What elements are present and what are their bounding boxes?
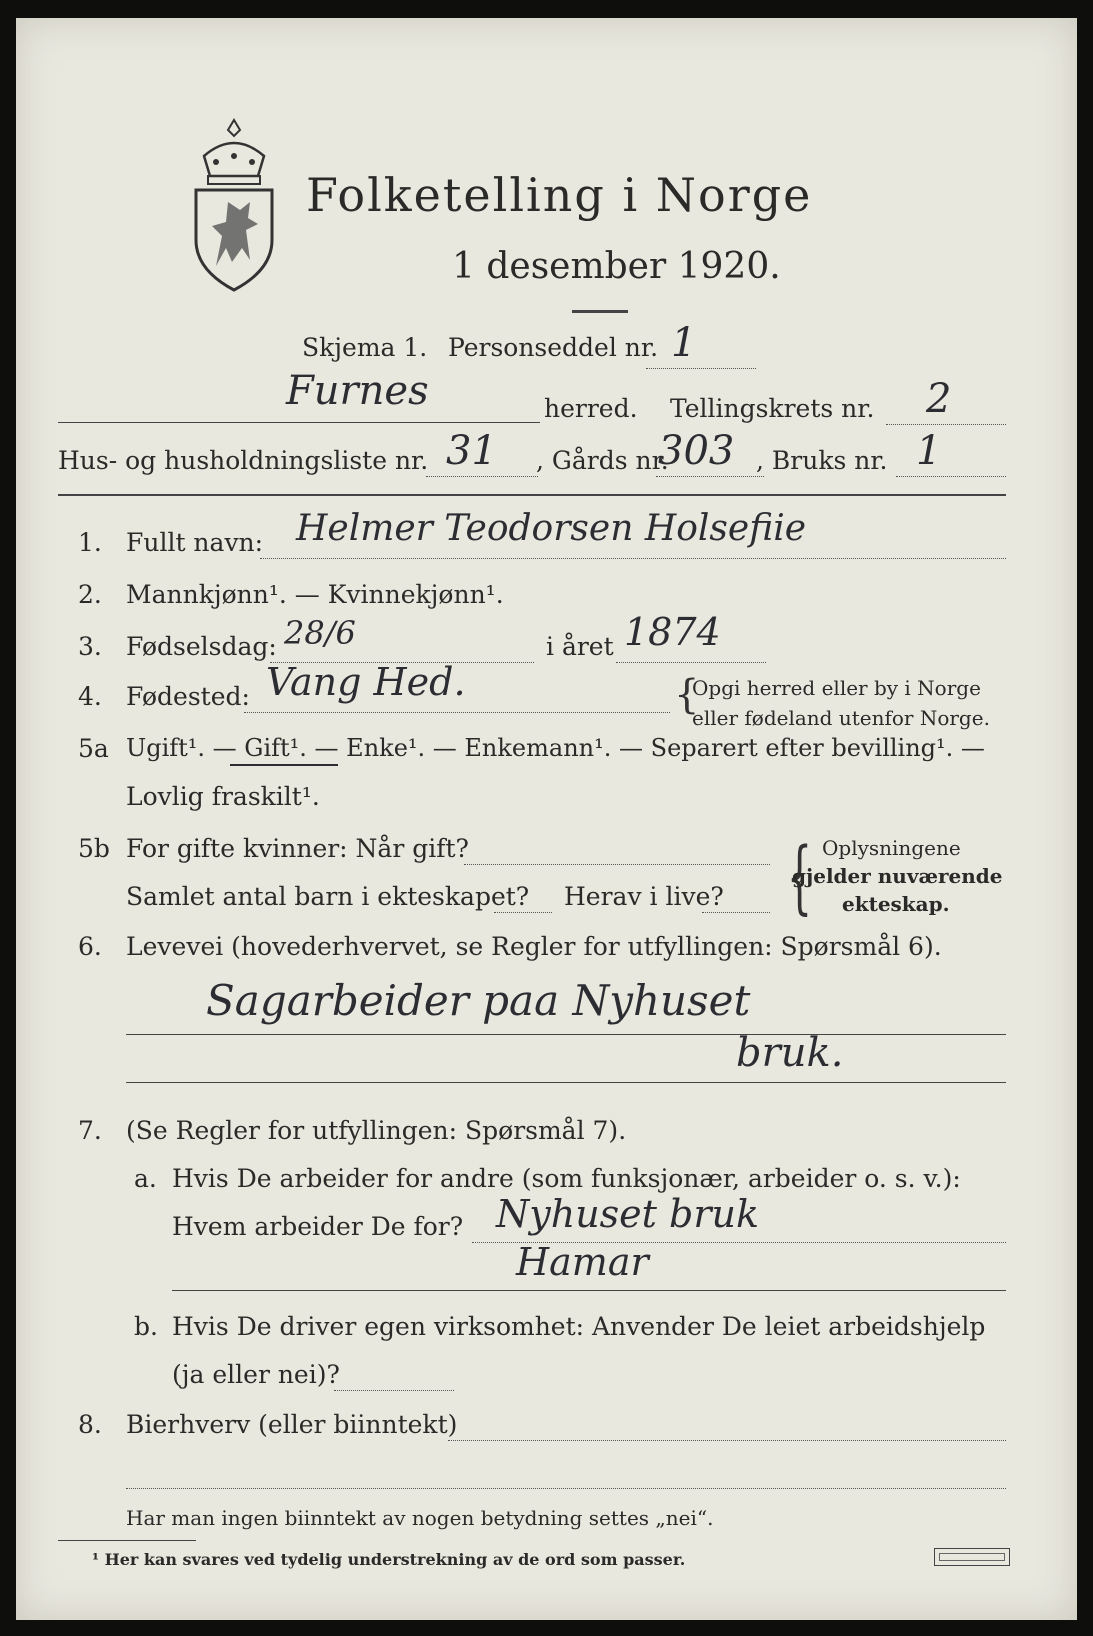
q6-number: 6. <box>78 932 102 961</box>
tellingskrets-value: 2 <box>926 376 952 422</box>
hus-label: Hus- og husholdningsliste nr. <box>58 446 429 475</box>
occupation-value-2: bruk. <box>736 1030 844 1076</box>
birthplace-note-1: Opgi herred eller by i Norge <box>692 676 981 700</box>
title-divider <box>572 310 628 313</box>
q2-number: 2. <box>78 580 102 609</box>
full-name-value: Helmer Teodorsen Holsefiie <box>296 508 807 549</box>
birth-year-value: 1874 <box>624 610 721 654</box>
employer-value-1: Nyhuset bruk <box>496 1192 759 1236</box>
q5b-number: 5b <box>78 834 110 863</box>
q8-number: 8. <box>78 1410 102 1439</box>
q7-number: 7. <box>78 1116 102 1145</box>
schema-label: Skjema 1. <box>302 333 428 362</box>
occupation-label: Levevei (hovederhvervet, se Regler for utfyllingen: Spørsmål 6). <box>126 932 942 961</box>
side-income-note: Har man ingen biinntekt av nogen betydning settes „nei“. <box>126 1506 714 1530</box>
bruks-value: 1 <box>916 428 942 474</box>
birthday-label: Fødselsdag: <box>126 632 277 661</box>
marriage-note-2: gjelder nuværende <box>792 864 1003 888</box>
footnote: ¹ Her kan svares ved tydelig understrekning av de ord som passer. <box>92 1550 686 1569</box>
birthplace-note-2: eller fødeland utenfor Norge. <box>692 706 990 730</box>
norwegian-coat-of-arms-icon <box>186 116 282 292</box>
tellingskrets-label: Tellingskrets nr. <box>670 394 875 423</box>
q4-number: 4. <box>78 682 102 711</box>
q7a-letter: a. <box>134 1164 157 1193</box>
printer-stamp-icon <box>934 1548 1010 1566</box>
divorced-option: Lovlig fraskilt¹. <box>126 782 320 811</box>
marriage-note-3: ekteskap. <box>842 892 950 916</box>
employer-value-2: Hamar <box>516 1240 649 1284</box>
gender-label: Mannkjønn¹. — Kvinnekjønn¹. <box>126 580 504 609</box>
employer-question: Hvis De arbeider for andre (som funksjonær, arbeider o. s. v.): <box>172 1164 961 1193</box>
herred-label: herred. <box>544 394 638 423</box>
bruks-label: , Bruks nr. <box>756 446 888 475</box>
hus-value: 31 <box>446 428 497 474</box>
birthplace-label: Fødested: <box>126 682 250 711</box>
occupation-value-1: Sagarbeider paa Nyhuset <box>206 976 751 1025</box>
q7b-letter: b. <box>134 1312 158 1341</box>
q1-number: 1. <box>78 528 102 557</box>
own-business-question: Hvis De driver egen virksomhet: Anvender De leiet arbeidshjelp <box>172 1312 986 1341</box>
marriage-note-1: Oplysningene <box>822 836 961 860</box>
herred-value: Furnes <box>286 368 429 414</box>
yes-no-label: (ja eller nei)? <box>172 1360 340 1389</box>
q5a-number: 5a <box>78 734 109 763</box>
birthplace-value: Vang Hed. <box>266 660 466 704</box>
census-form: Folketelling i Norge 1 desember 1920. Skjema 1. Personseddel nr. 1 Furnes herred. Tellingskrets nr. 2 Hus- og husholdningsliste nr. 31 , Gårds nr. 303 , Bruks nr. 1 1. Fullt navn: Helmer Teodorsen Holsefiie 2. Mannkjønn¹. — Kvinnekjønn¹. 3. Fødselsdag: 28/6 i året 1874 4. Fødested: Vang Hed. { Opgi herred eller by i Norge eller fødeland utenfor Norge. 5a Ugift¹. — Gift¹. — Enke¹. — Enkemann¹. — Separert efter bevilling¹. — Lovlig fraskilt¹. 5b For gifte kvinner: Når gift? Samlet antal barn i ekteskapet? Herav i live? { Oplysningene gjelder nuværende ekteskap. 6. Levevei (hovederhvervet, se Regler for utfyllingen: Spørsmål 6). Sagarbeider paa Nyhuset bruk. 7. (Se Regler for utfyllingen: Spørsmål 7). a. Hvis De arbeider for andre (som funksjonær, arbeider o. s. v.): Hvem arbeider De for? Nyhuset bruk Hamar b. Hvis De driver egen virksomhet: Anvender De leiet arbeidshjelp (ja eller nei)? 8. Bierhverv (eller biinntekt) Har man ingen biinntekt av nogen betydning settes „nei“. ¹ Her kan svares ved tydelig understrekning av de ord som passer. <box>16 18 1077 1620</box>
header-divider <box>58 494 1006 496</box>
children-alive-label: Herav i live? <box>564 882 724 911</box>
birthday-value: 28/6 <box>284 614 356 652</box>
when-married-label: For gifte kvinner: Når gift? <box>126 834 469 863</box>
married-underline <box>230 764 338 766</box>
personseddel-value: 1 <box>671 320 697 366</box>
q3-number: 3. <box>78 632 102 661</box>
form-title: Folketelling i Norge <box>306 168 813 222</box>
personseddel-label: Personseddel nr. <box>448 333 659 362</box>
children-count-label: Samlet antal barn i ekteskapet? <box>126 882 530 911</box>
year-label: i året <box>546 632 614 661</box>
q1-label: Fullt navn: <box>126 528 264 557</box>
gards-label: , Gårds nr. <box>536 446 669 475</box>
gards-value: 303 <box>658 428 735 474</box>
employment-header: (Se Regler for utfyllingen: Spørsmål 7). <box>126 1116 627 1145</box>
side-income-label: Bierhverv (eller biinntekt) <box>126 1410 458 1439</box>
census-date: 1 desember 1920. <box>452 246 781 287</box>
employer-label: Hvem arbeider De for? <box>172 1212 464 1241</box>
marital-status-options: Ugift¹. — Gift¹. — Enke¹. — Enkemann¹. — Separert efter bevilling¹. — <box>126 734 985 762</box>
